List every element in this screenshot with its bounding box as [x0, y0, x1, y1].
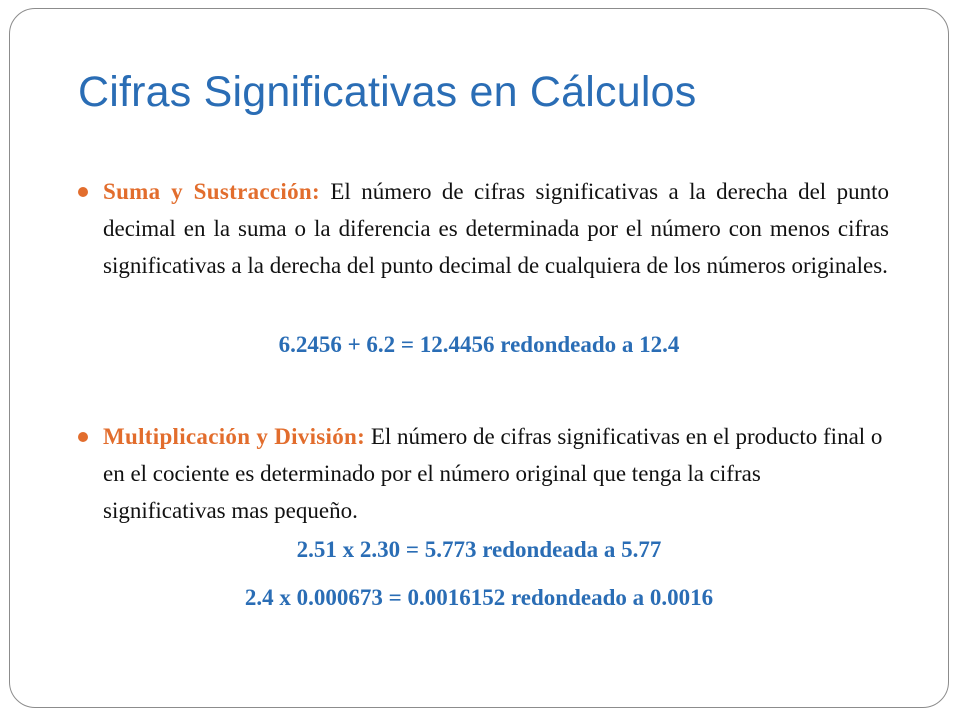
bullet-dot-icon — [78, 187, 88, 197]
bullet-lead: Suma y Sustracción: — [103, 179, 320, 204]
bullet-suma-sustraccion — [103, 173, 889, 284]
bullet-dot-icon — [78, 432, 88, 442]
bullet-multiplicacion-division — [103, 418, 889, 529]
bullet-text: El número de cifras significativas a la derecha del punto decimal en la suma o la diferencia es determinada por el número con menos cifras significativas a la derecha del punto decimal de cualquiera de los números originales. — [103, 179, 889, 278]
slide-title: Cifras Significativas en Cálculos — [78, 68, 697, 116]
bullet-lead: Multiplicación y División: — [103, 424, 366, 449]
formula-multiplicacion: 2.51 x 2.30 = 5.773 redondeada a 5.77 — [296, 537, 662, 562]
bullet-text: El número de cifras significativas en el producto final o en el cociente es determinado por el número original que tenga la cifras significativas mas pequeño. — [103, 424, 883, 523]
formula-suma: 6.2456 + 6.2 = 12.4456 redondeado a 12.4 — [278, 332, 680, 357]
formula-division: 2.4 x 0.000673 = 0.0016152 redondeado a 0.0016 — [244, 585, 714, 610]
